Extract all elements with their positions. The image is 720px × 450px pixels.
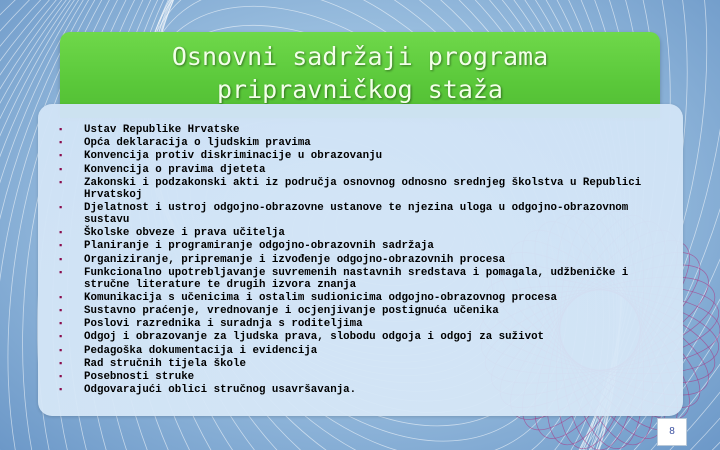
list-item: ▪ Funkcionalno upotrebljavanje suvremenih nastavnih sredstava i pomagala, udžbeničke i stručne literature te drugih izvora znanja	[58, 267, 658, 291]
list-item: ▪ Organiziranje, pripremanje i izvođenje odgojno-obrazovnih procesa	[58, 254, 658, 266]
slide-title	[60, 40, 660, 106]
list-item: ▪ Poslovi razrednika i suradnja s roditeljima	[58, 318, 658, 330]
list-item: ▪ Školske obveze i prava učitelja	[58, 227, 658, 239]
list-item: ▪ Konvencija protiv diskriminacije u obrazovanju	[58, 150, 658, 162]
list-item: ▪ Rad stručnih tijela škole	[58, 358, 658, 370]
list-item: ▪ Djelatnost i ustroj odgojno-obrazovne ustanove te njezina uloga u odgojno-obrazovnom sustavu	[58, 202, 658, 226]
list-item: ▪ Zakonski i podzakonski akti iz područja osnovnog odnosno srednjeg školstva u Republici Hrvatskoj	[58, 177, 658, 201]
topic-list	[58, 124, 658, 397]
title-line-2: pripravničkog staža	[217, 75, 503, 104]
title-line-1: Osnovni sadržaji programa	[171, 42, 549, 71]
list-item: ▪ Odgoj i obrazovanje za ljudska prava, slobodu odgoja i odgoj za suživot	[58, 331, 658, 343]
list-item: ▪ Sustavno praćenje, vrednovanje i ocjenjivanje postignuća učenika	[58, 305, 658, 317]
list-item: ▪ Opća deklaracija o ljudskim pravima	[58, 137, 658, 149]
list-item: ▪ Ustav Republike Hrvatske	[58, 124, 658, 136]
list-item: ▪ Posebnosti struke	[58, 371, 658, 383]
page-number: 8	[657, 418, 687, 446]
list-item: ▪ Pedagoška dokumentacija i evidencija	[58, 345, 658, 357]
list-item: ▪ Komunikacija s učenicima i ostalim sudionicima odgojno-obrazovnog procesa	[58, 292, 658, 304]
list-item: ▪ Konvencija o pravima djeteta	[58, 164, 658, 176]
list-item: ▪ Planiranje i programiranje odgojno-obrazovnih sadržaja	[58, 240, 658, 252]
list-item: ▪ Odgovarajući oblici stručnog usavršavanja.	[58, 384, 658, 396]
